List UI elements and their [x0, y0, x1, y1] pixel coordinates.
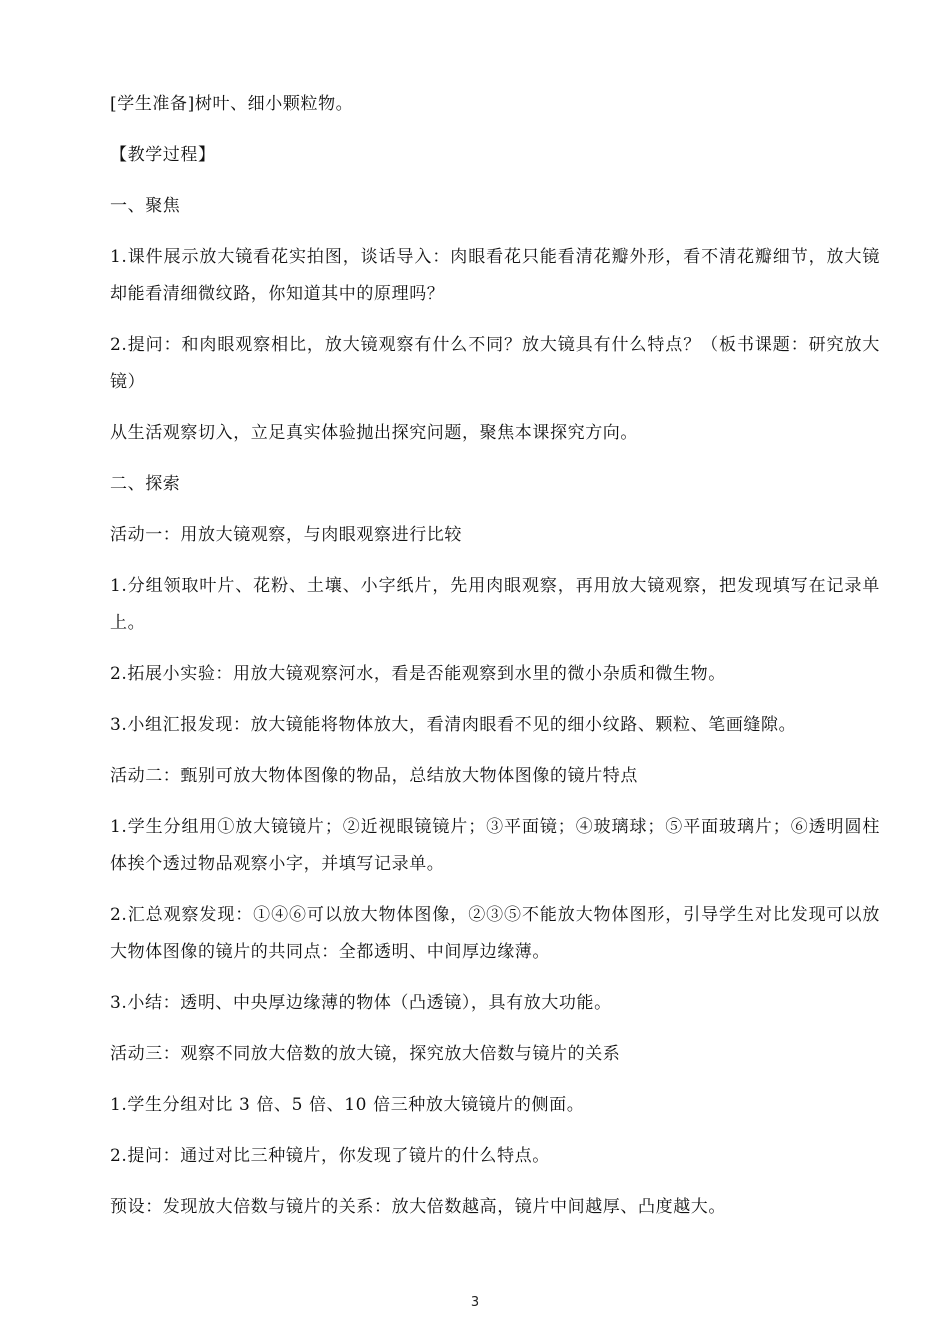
- paragraph-activity-3-item-1: 1.学生分组对比 3 倍、5 倍、10 倍三种放大镜镜片的侧面。: [110, 1095, 585, 1115]
- heading-activity-3: 活动三：观察不同放大倍数的放大镜，探究放大倍数与镜片的关系: [110, 1044, 621, 1064]
- paragraph-student-prep: [学生准备]树叶、细小颗粒物。: [110, 94, 354, 114]
- heading-explore: 二、探索: [110, 474, 181, 494]
- page-number: 3: [470, 1295, 480, 1310]
- paragraph-activity-2-item-1: 1.学生分组用①放大镜镜片；②近视眼镜镜片；③平面镜；④玻璃球；⑤平面玻璃片；⑥透明圆柱体挨个透过物品观察小字，并填写记录单。: [110, 817, 880, 874]
- paragraph-activity-1-item-3: 3.小组汇报发现：放大镜能将物体放大，看清肉眼看不见的细小纹路、颗粒、笔画缝隙。: [110, 715, 797, 735]
- paragraph-activity-2-item-2: 2.汇总观察发现：①④⑥可以放大物体图像，②③⑤不能放大物体图形，引导学生对比发现可以放大物体图像的镜片的共同点：全都透明、中间厚边缘薄。: [110, 905, 880, 962]
- heading-activity-2: 活动二：甄别可放大物体图像的物品，总结放大物体图像的镜片特点: [110, 766, 638, 786]
- heading-focus: 一、聚焦: [110, 196, 181, 216]
- paragraph-activity-1-item-2: 2.拓展小实验：用放大镜观察河水，看是否能观察到水里的微小杂质和微生物。: [110, 664, 726, 684]
- document-body: [110, 86, 880, 1240]
- paragraph-focus-1-text: 1.课件展示放大镜看花实拍图，谈话导入：肉眼看花只能看清花瓣外形，看不清花瓣细节，放大镜却能看清细微纹路，你知道其中的原理吗？: [110, 247, 880, 304]
- paragraph-activity-3-preset: 预设：发现放大倍数与镜片的关系：放大倍数越高，镜片中间越厚、凸度越大。: [110, 1197, 726, 1217]
- paragraph-focus-summary: 从生活观察切入，立足真实体验抛出探究问题，聚焦本课探究方向。: [110, 423, 638, 443]
- paragraph-activity-3-item-2: 2.提问：通过对比三种镜片，你发现了镜片的什么特点。: [110, 1146, 550, 1166]
- heading-teaching-process: 【教学过程】: [110, 145, 216, 165]
- paragraph-activity-2-summary: 3.小结：透明、中央厚边缘薄的物体（凸透镜），具有放大功能。: [110, 993, 612, 1013]
- paragraph-focus-1: [110, 239, 880, 313]
- paragraph-focus-2: 2.提问：和肉眼观察相比，放大镜观察有什么不同？放大镜具有什么特点？（板书课题：研究放大镜）: [110, 335, 880, 392]
- heading-activity-1: 活动一：用放大镜观察，与肉眼观察进行比较: [110, 525, 462, 545]
- paragraph-activity-1-item-1: 1.分组领取叶片、花粉、土壤、小字纸片，先用肉眼观察，再用放大镜观察，把发现填写在记录单上。: [110, 576, 880, 633]
